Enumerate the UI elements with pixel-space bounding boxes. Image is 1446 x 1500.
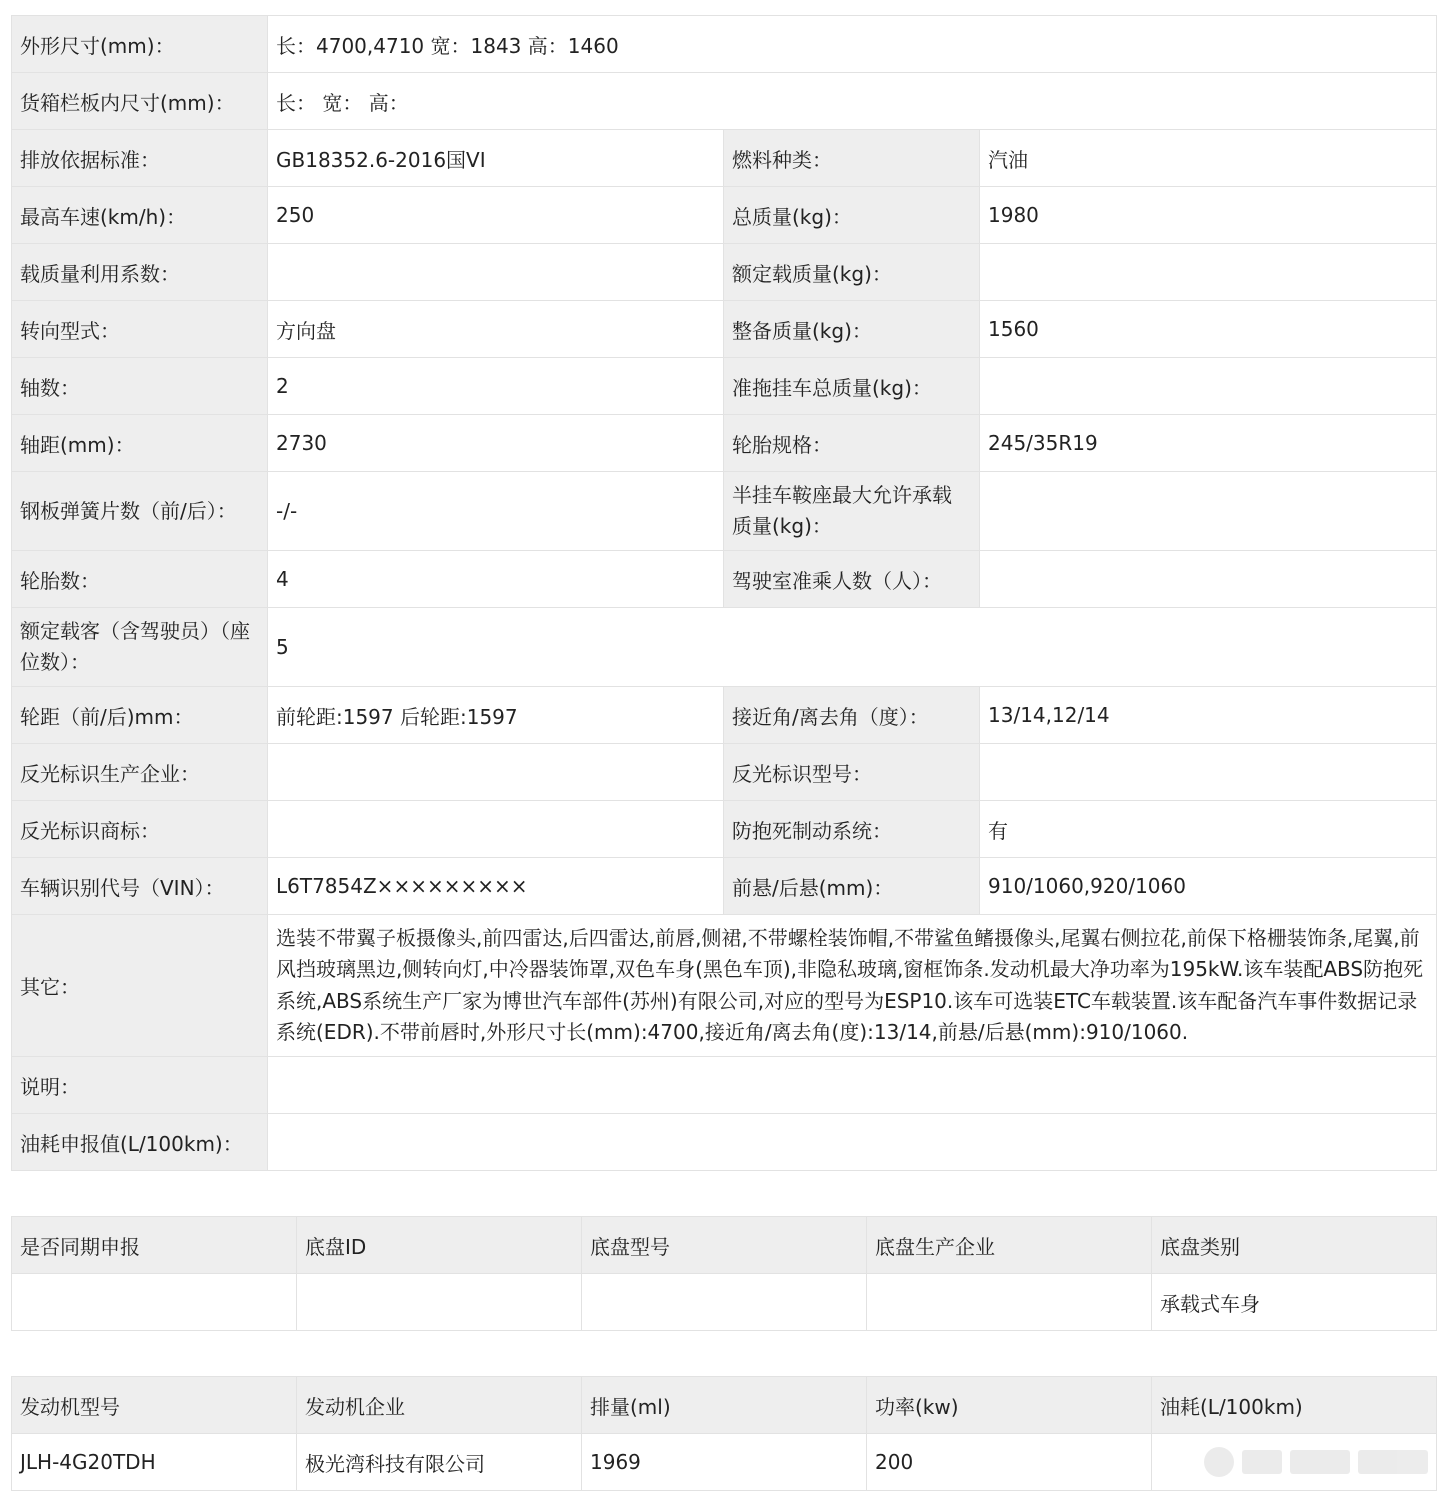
vin-label: 车辆识别代号（VIN）： bbox=[12, 858, 268, 915]
abs-value: 有 bbox=[980, 801, 1437, 858]
notes-value bbox=[268, 1057, 1437, 1114]
tire-spec-value: 245/35R19 bbox=[980, 415, 1437, 472]
chassis-header-cell: 是否同期申报 bbox=[12, 1217, 297, 1274]
total-mass-value: 1980 bbox=[980, 187, 1437, 244]
chassis-header-cell: 底盘类别 bbox=[1152, 1217, 1437, 1274]
wheelbase-label: 轴距(mm)： bbox=[12, 415, 268, 472]
cab-seats-value bbox=[980, 551, 1437, 608]
chassis-cell bbox=[297, 1274, 582, 1331]
engine-header-cell: 排量(ml) bbox=[582, 1377, 867, 1434]
emission-value: GB18352.6-2016国VI bbox=[268, 130, 724, 187]
engine-cell: JLH-4G20TDH bbox=[12, 1434, 297, 1491]
steering-value: 方向盘 bbox=[268, 301, 724, 358]
chassis-cell bbox=[867, 1274, 1152, 1331]
curb-mass-label: 整备质量(kg)： bbox=[724, 301, 980, 358]
reflector-model-label: 反光标识型号： bbox=[724, 744, 980, 801]
reflector-brand-label: 反光标识商标： bbox=[12, 801, 268, 858]
chassis-header-cell: 底盘型号 bbox=[582, 1217, 867, 1274]
other-label: 其它： bbox=[12, 915, 268, 1057]
rated-load-label: 额定载质量(kg)： bbox=[724, 244, 980, 301]
fuel-consumption-value bbox=[268, 1114, 1437, 1171]
vehicle-spec-table bbox=[11, 15, 1437, 1171]
track-label: 轮距（前/后)mm： bbox=[12, 687, 268, 744]
abs-label: 防抱死制动系统： bbox=[724, 801, 980, 858]
chassis-header-cell: 底盘ID bbox=[297, 1217, 582, 1274]
fuel-consumption-label: 油耗申报值(L/100km)： bbox=[12, 1114, 268, 1171]
other-value: 选装不带翼子板摄像头,前四雷达,后四雷达,前唇,侧裙,不带螺栓装饰帽,不带鲨鱼鳍摄像头,尾翼右侧拉花,前保下格栅装饰条,尾翼,前风挡玻璃黑边,侧转向灯,中冷器装饰罩,双色车身(黑色车顶),非隐私玻璃,窗框饰条.发动机最大净功率为195kW.该车装配ABS防抱死系统,ABS系统生产厂家为博世汽车部件(苏州)有限公司,对应的型号为ESP10.该车可选装ETC车载装置.该车配备汽车事件数据记录系统(EDR).不带前唇时,外形尺寸长(mm):4700,接近角/离去角(度):13/14,前悬/后悬(mm):910/1060. bbox=[268, 915, 1437, 1057]
total-mass-label: 总质量(kg)： bbox=[724, 187, 980, 244]
reflector-maker-label: 反光标识生产企业： bbox=[12, 744, 268, 801]
vin-value: L6T7854Z××××××××× bbox=[268, 858, 724, 915]
chassis-cell bbox=[582, 1274, 867, 1331]
leaf-spring-label: 钢板弹簧片数（前/后）： bbox=[12, 472, 268, 551]
angles-label: 接近角/离去角（度）： bbox=[724, 687, 980, 744]
watermark bbox=[1204, 1442, 1434, 1482]
saddle-capacity-label: 半挂车鞍座最大允许承载质量(kg)： bbox=[724, 472, 980, 551]
tire-count-value: 4 bbox=[268, 551, 724, 608]
dimensions-label: 外形尺寸(mm)： bbox=[12, 16, 268, 73]
axles-value: 2 bbox=[268, 358, 724, 415]
curb-mass-value: 1560 bbox=[980, 301, 1437, 358]
angles-value: 13/14,12/14 bbox=[980, 687, 1437, 744]
wheelbase-value: 2730 bbox=[268, 415, 724, 472]
max-speed-value: 250 bbox=[268, 187, 724, 244]
engine-cell: 200 bbox=[867, 1434, 1152, 1491]
chassis-cell: 承载式车身 bbox=[1152, 1274, 1437, 1331]
cargo-box-label: 货箱栏板内尺寸(mm)： bbox=[12, 73, 268, 130]
chassis-table bbox=[11, 1216, 1437, 1331]
load-util-label: 载质量利用系数： bbox=[12, 244, 268, 301]
fuel-type-label: 燃料种类： bbox=[724, 130, 980, 187]
engine-cell: 1969 bbox=[582, 1434, 867, 1491]
max-speed-label: 最高车速(km/h)： bbox=[12, 187, 268, 244]
passengers-value: 5 bbox=[268, 608, 1437, 687]
saddle-capacity-value bbox=[980, 472, 1437, 551]
fuel-type-value: 汽油 bbox=[980, 130, 1437, 187]
chassis-cell bbox=[12, 1274, 297, 1331]
steering-label: 转向型式： bbox=[12, 301, 268, 358]
engine-header-cell: 发动机型号 bbox=[12, 1377, 297, 1434]
rated-load-value bbox=[980, 244, 1437, 301]
emission-label: 排放依据标准： bbox=[12, 130, 268, 187]
leaf-spring-value: -/- bbox=[268, 472, 724, 551]
watermark-block bbox=[1242, 1450, 1282, 1474]
reflector-maker-value bbox=[268, 744, 724, 801]
trailer-mass-value bbox=[980, 358, 1437, 415]
engine-header-cell: 油耗(L/100km) bbox=[1152, 1377, 1437, 1434]
trailer-mass-label: 准拖挂车总质量(kg)： bbox=[724, 358, 980, 415]
reflector-model-value bbox=[980, 744, 1437, 801]
axles-label: 轴数： bbox=[12, 358, 268, 415]
overhang-label: 前悬/后悬(mm)： bbox=[724, 858, 980, 915]
overhang-value: 910/1060,920/1060 bbox=[980, 858, 1437, 915]
chassis-header-row bbox=[12, 1217, 1437, 1274]
engine-header-row bbox=[12, 1377, 1437, 1434]
reflector-brand-value bbox=[268, 801, 724, 858]
dimensions-value: 长：4700,4710 宽：1843 高：1460 bbox=[268, 16, 1437, 73]
engine-cell: 极光湾科技有限公司 bbox=[297, 1434, 582, 1491]
watermark-block bbox=[1358, 1450, 1428, 1474]
passengers-label: 额定载客（含驾驶员）（座位数）： bbox=[12, 608, 268, 687]
engine-header-cell: 功率(kw) bbox=[867, 1377, 1152, 1434]
chassis-data-row bbox=[12, 1274, 1437, 1331]
cargo-box-value: 长： 宽： 高： bbox=[268, 73, 1437, 130]
chassis-header-cell: 底盘生产企业 bbox=[867, 1217, 1152, 1274]
tire-spec-label: 轮胎规格： bbox=[724, 415, 980, 472]
notes-label: 说明： bbox=[12, 1057, 268, 1114]
watermark-block bbox=[1290, 1450, 1350, 1474]
engine-header-cell: 发动机企业 bbox=[297, 1377, 582, 1434]
tire-count-label: 轮胎数： bbox=[12, 551, 268, 608]
cab-seats-label: 驾驶室准乘人数（人）： bbox=[724, 551, 980, 608]
load-util-value bbox=[268, 244, 724, 301]
watermark-logo-icon bbox=[1204, 1447, 1234, 1477]
track-value: 前轮距:1597 后轮距:1597 bbox=[268, 687, 724, 744]
